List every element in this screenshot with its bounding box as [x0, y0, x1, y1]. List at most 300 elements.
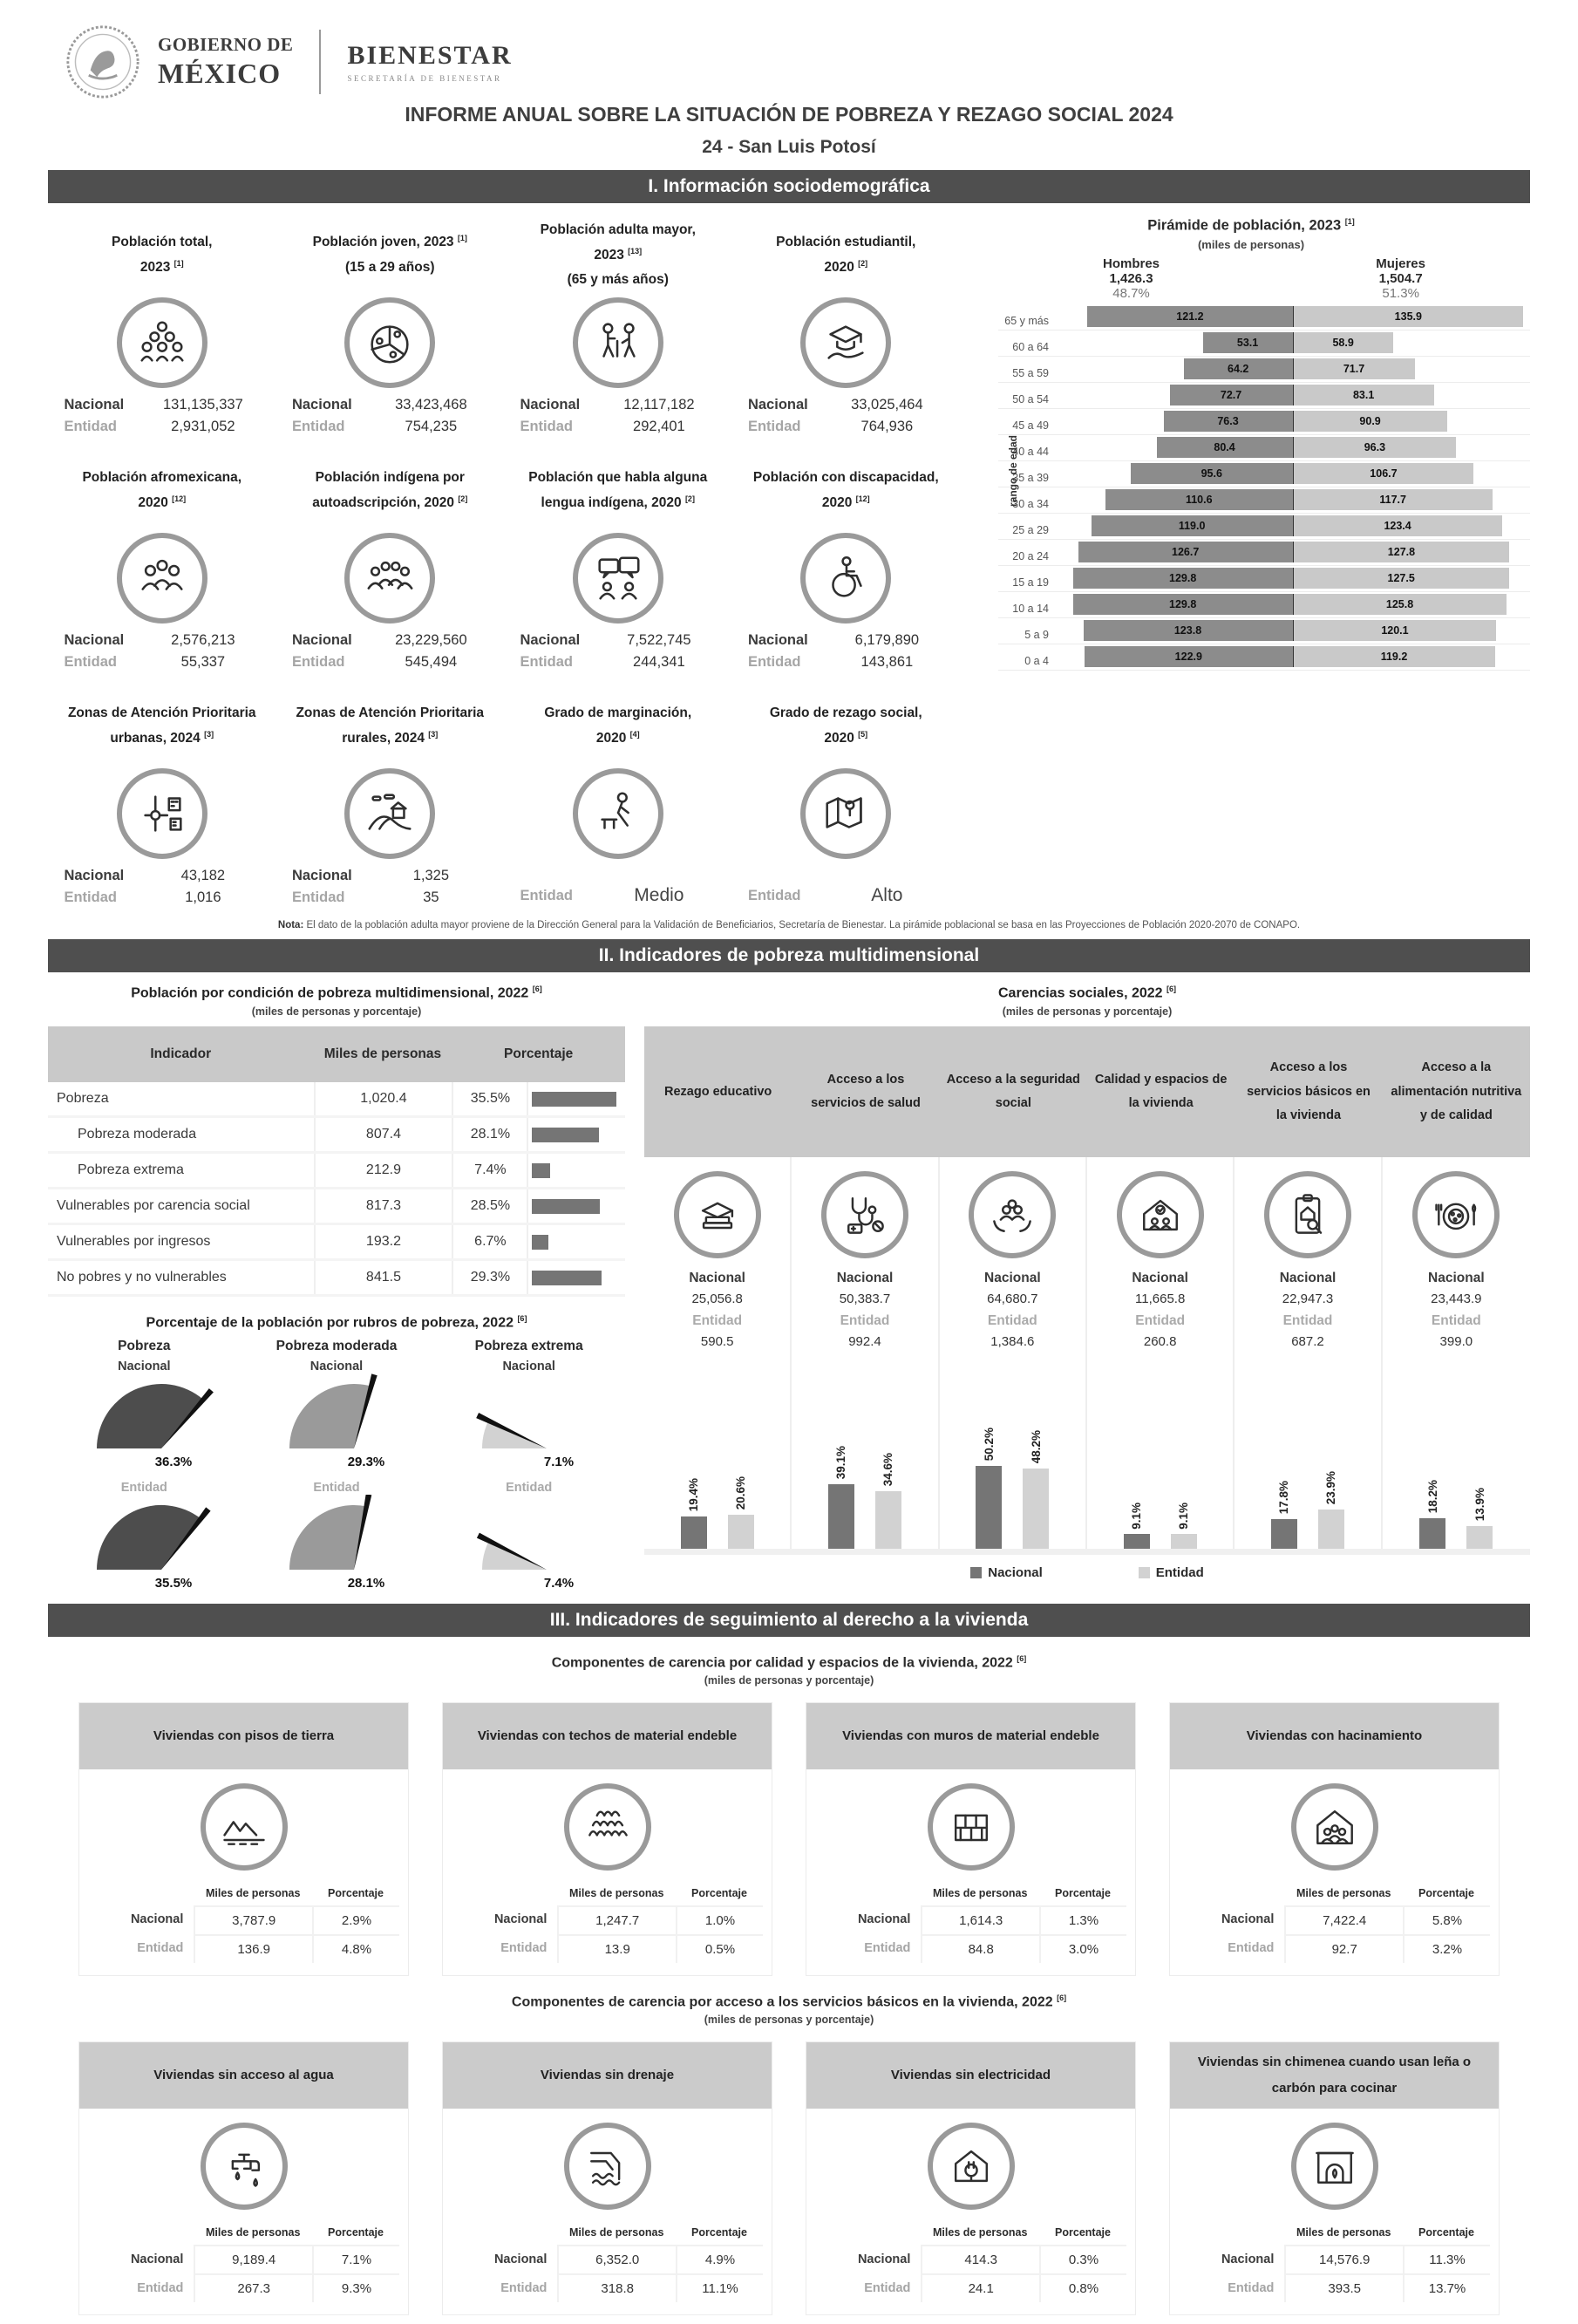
stat-item	[732, 453, 961, 671]
tap-icon	[201, 2123, 288, 2210]
housing-card-title: Viviendas sin drenaje	[443, 2042, 772, 2109]
nacional-miles: 6,352.0	[557, 2245, 676, 2273]
bar-value-label: 13.9%	[1473, 1488, 1486, 1522]
bar-value-label: 50.2%	[982, 1428, 996, 1462]
legend-label: Nacional	[988, 1565, 1043, 1581]
nacional-miles: 14,576.9	[1284, 2245, 1403, 2273]
gauge-title: Pobreza	[118, 1338, 171, 1353]
housing-card-table	[1179, 1881, 1490, 1963]
carencia-nacional-label: Nacional	[1279, 1271, 1337, 1286]
group4-icon	[344, 533, 435, 624]
men-bar: 119.0	[1092, 515, 1293, 536]
stat-values	[292, 632, 488, 671]
nacional-pct: 4.9%	[676, 2245, 763, 2273]
stat-row-label: Entidad	[520, 887, 573, 903]
pyramid-row	[998, 592, 1530, 618]
stat-item	[276, 217, 505, 435]
col-header-pct: Porcentaje	[1055, 2226, 1111, 2239]
stat-row-label: Nacional	[747, 632, 808, 648]
stat-row-value: Alto	[871, 885, 903, 905]
group3-icon	[117, 533, 207, 624]
nacional-miles: 1,247.7	[557, 1905, 676, 1934]
housing-cards	[78, 1702, 1500, 1976]
bar-value-label: 17.8%	[1277, 1481, 1291, 1515]
row-nacional-label: Nacional	[130, 1912, 184, 1927]
pyramid-men-header	[1103, 256, 1160, 301]
men-label: Hombres	[1103, 256, 1160, 271]
svg-text:28.1%: 28.1%	[347, 1575, 385, 1591]
entidad-pct: 0.5%	[676, 1934, 763, 1963]
carencia-bars	[1383, 1353, 1530, 1549]
row-nacional-label: Nacional	[493, 2252, 548, 2266]
entidad-miles: 318.8	[557, 2273, 676, 2302]
stat-item	[504, 217, 732, 435]
row-percent: 35.5%	[452, 1082, 527, 1115]
stat-row-label: Entidad	[747, 419, 801, 434]
carencia-header: Acceso a la alimentación nutritiva y de calidad	[1391, 1060, 1522, 1123]
housing-card-table	[88, 2220, 399, 2302]
stat-row-value: 33,025,464	[851, 397, 923, 412]
nacional-pct: 2.9%	[312, 1905, 399, 1934]
wheelchair-icon	[800, 533, 891, 624]
carencia-entidad-value: 992.4	[848, 1334, 881, 1350]
carencia-nacional-label: Nacional	[984, 1271, 1041, 1286]
women-bar: 117.7	[1294, 489, 1493, 510]
stat-row-value: 754,235	[405, 419, 458, 434]
stat-title: Grado de rezago social, 2020 [5]	[769, 705, 922, 746]
gauge-title: Pobreza moderada	[275, 1338, 398, 1353]
col-header-pct: Porcentaje	[1055, 1886, 1111, 1899]
housing-card-table	[88, 1881, 399, 1963]
housing-card	[1169, 2041, 1500, 2315]
col-porcentaje: Porcentaje	[504, 1046, 574, 1062]
legend-item	[1139, 1565, 1204, 1580]
row-thousands: 807.4	[314, 1118, 452, 1151]
bienestar-logo-text	[347, 41, 512, 83]
poverty-table-row	[48, 1261, 625, 1297]
carencia-header: Rezago educativo	[664, 1084, 772, 1099]
row-percent: 28.1%	[452, 1118, 527, 1151]
men-bar: 80.4	[1157, 437, 1293, 458]
col-header-pct: Porcentaje	[1418, 2226, 1474, 2239]
gauge-chart	[57, 1373, 231, 1471]
nacional-pct: 1.0%	[676, 1905, 763, 1934]
stat-values	[748, 632, 944, 671]
entidad-bar	[1466, 1526, 1493, 1549]
entidad-miles: 92.7	[1284, 1934, 1403, 1963]
nacional-miles: 9,189.4	[194, 2245, 312, 2273]
entidad-bar	[875, 1491, 901, 1549]
hands-people-icon	[969, 1171, 1056, 1258]
women-total: 1,504.7	[1378, 270, 1423, 286]
carencia-entidad-value: 687.2	[1291, 1334, 1324, 1350]
nacional-pct: 5.8%	[1403, 1905, 1490, 1934]
housing-block-title: Componentes de carencia por acceso a los servicios básicos en la vivienda, 2022 [6]	[511, 1993, 1067, 2010]
row-indicator: Pobreza moderada	[78, 1127, 197, 1142]
section3-bar: III. Indicadores de seguimiento al derecho a la vivienda	[48, 1604, 1530, 1637]
row-percent-bar	[532, 1092, 616, 1107]
pyramid-row	[998, 514, 1530, 540]
row-nacional-label: Nacional	[1221, 1912, 1275, 1927]
row-entidad-label: Entidad	[137, 2280, 184, 2295]
legend-swatch	[970, 1567, 982, 1578]
housing-card-title: Viviendas sin chimenea cuando usan leña o carbón para cocinar	[1170, 2042, 1499, 2109]
pyramid-row	[998, 618, 1530, 644]
stat-title: Población con discapacidad, 2020 [12]	[752, 470, 939, 510]
note-label: Nota:	[277, 920, 304, 930]
housing-block	[0, 1654, 1578, 1976]
roof-icon	[564, 1783, 651, 1871]
age-group-label: 40 a 44	[1012, 445, 1049, 458]
housing-card	[1169, 1702, 1500, 1976]
entidad-miles: 393.5	[1284, 2273, 1403, 2302]
stat-values	[520, 632, 716, 671]
col-header-miles: Miles de personas	[569, 2226, 664, 2239]
entidad-bar	[728, 1515, 754, 1549]
header	[0, 0, 1578, 99]
housing-card-title: Viviendas con hacinamiento	[1170, 1703, 1499, 1769]
poverty-table-row	[48, 1118, 625, 1154]
note-text: El dato de la población adulta mayor proviene de la Dirección General para la Validación de Beneficiarios, Secretaría de Bienestar. La pirámide poblacional se basa en las Proyecciones de Población 2020-2070 de CONAPO.	[306, 920, 1301, 930]
carencia-entidad-label: Entidad	[1135, 1313, 1186, 1329]
gauges-title: Porcentaje de la población por rubros de pobreza, 2022 [6]	[146, 1314, 527, 1331]
stat-item	[276, 453, 505, 671]
crowd-icon	[117, 297, 207, 388]
carencia-nacional-label: Nacional	[1132, 1271, 1188, 1286]
stat-item	[504, 688, 732, 906]
women-bar: 127.8	[1294, 542, 1510, 562]
stat-values	[520, 397, 716, 435]
carencia-bars	[1235, 1353, 1382, 1549]
row-entidad-label: Entidad	[1228, 1941, 1275, 1956]
women-bar: 83.1	[1294, 385, 1434, 406]
housing-block	[0, 1993, 1578, 2315]
men-bar: 64.2	[1184, 358, 1293, 379]
housing-card-title: Viviendas con pisos de tierra	[79, 1703, 408, 1769]
stat-row-label: Nacional	[64, 397, 125, 412]
gauge-chart	[249, 1373, 424, 1471]
pyramid-units: (miles de personas)	[1197, 237, 1305, 251]
age-group-label: 50 a 54	[1012, 392, 1049, 406]
carencia-nacional-value: 25,056.8	[691, 1291, 743, 1307]
row-nacional-label: Nacional	[857, 2252, 911, 2266]
stat-row-label: Nacional	[64, 632, 125, 648]
stat-row-value: 545,494	[405, 654, 458, 670]
carencia-entidad-value: 260.8	[1143, 1334, 1177, 1350]
poverty-table-row	[48, 1225, 625, 1261]
plate-icon	[1412, 1171, 1500, 1258]
stat-values	[520, 885, 716, 906]
svg-text:29.3%: 29.3%	[347, 1454, 385, 1469]
stat-item	[504, 453, 732, 671]
stat-row-value: Medio	[634, 885, 684, 905]
row-indicator: Pobreza extrema	[78, 1162, 184, 1178]
bar-value-label: 18.2%	[1425, 1480, 1439, 1514]
pyramid-row	[998, 644, 1530, 671]
gauge-title: Pobreza extrema	[474, 1338, 583, 1353]
stat-row-value: 33,423,468	[395, 397, 467, 412]
gobierno-logo-text	[158, 34, 293, 90]
housing-blocks	[0, 1654, 1578, 2316]
housing-card-table	[452, 2220, 763, 2302]
pyramid-row	[998, 461, 1530, 487]
housing-card-title: Viviendas sin acceso al agua	[79, 2042, 408, 2109]
men-bar: 95.6	[1131, 463, 1292, 484]
house-people-icon	[1117, 1171, 1204, 1258]
stat-row-label: Nacional	[747, 397, 808, 412]
women-label: Mujeres	[1376, 256, 1425, 271]
age-group-label: 60 a 64	[1012, 340, 1049, 353]
section2-content	[0, 972, 1578, 1604]
row-percent: 7.4%	[452, 1154, 527, 1187]
entity-title: 24 - San Luis Potosí	[702, 137, 876, 157]
social-deprivations-block	[644, 985, 1530, 1597]
women-bar: 127.5	[1294, 568, 1509, 589]
pyramid-title: Pirámide de población, 2023 [1]	[1147, 217, 1355, 234]
stat-title: Población indígena por autoadscripción, 2020 [2]	[312, 470, 468, 510]
housing-card-table	[815, 2220, 1126, 2302]
carencia-cell	[644, 1157, 792, 1353]
poverty-condition-block	[48, 985, 625, 1597]
carencia-cell	[792, 1157, 939, 1353]
women-bar: 106.7	[1294, 463, 1474, 484]
row-entidad-label: Entidad	[864, 2280, 911, 2295]
fireplace-icon	[1291, 2123, 1378, 2210]
bar-value-label: 34.6%	[881, 1453, 895, 1487]
stat-title: Grado de marginación, 2020 [4]	[544, 705, 692, 746]
women-percent: 51.3%	[1382, 285, 1419, 301]
clipboard-house-icon	[1264, 1171, 1351, 1258]
gauge-column	[241, 1339, 433, 1597]
nacional-pct: 1.3%	[1039, 1905, 1126, 1934]
gauge-chart	[249, 1495, 424, 1592]
poverty-table-row	[48, 1082, 625, 1118]
carencia-nacional-value: 22,947.3	[1282, 1291, 1334, 1307]
women-bar: 58.9	[1294, 332, 1393, 353]
women-bar: 135.9	[1294, 306, 1524, 327]
edu-icon	[674, 1171, 761, 1258]
age-group-label: 5 a 9	[1024, 628, 1049, 641]
carencia-entidad-label: Entidad	[840, 1313, 890, 1329]
svg-text:36.3%: 36.3%	[155, 1454, 193, 1469]
section2-bar: II. Indicadores de pobreza multidimensional	[48, 939, 1530, 972]
bar-value-label: 9.1%	[1177, 1502, 1191, 1530]
col-header-pct: Porcentaje	[691, 1886, 747, 1899]
document-title: INFORME ANUAL SOBRE LA SITUACIÓN DE POBREZA Y REZAGO SOCIAL 2024	[405, 103, 1173, 126]
row-entidad-label: Entidad	[500, 2280, 548, 2295]
speech-icon	[573, 533, 663, 624]
pyramid-ylabel: rango de edad	[1007, 435, 1020, 508]
age-group-label: 55 a 59	[1012, 366, 1049, 379]
header-divider	[319, 30, 321, 94]
svg-text:7.1%: 7.1%	[543, 1454, 574, 1469]
women-bar: 125.8	[1294, 594, 1507, 615]
men-bar: 129.8	[1073, 594, 1293, 615]
row-thousands: 193.2	[314, 1225, 452, 1258]
housing-card	[78, 1702, 409, 1976]
housing-block-units: (miles de personas y porcentaje)	[704, 1673, 874, 1687]
nacional-pct: 11.3%	[1403, 2245, 1490, 2273]
stat-values	[64, 868, 260, 906]
carencia-cell	[1087, 1157, 1235, 1353]
gauges-grid	[48, 1339, 625, 1597]
col-header-miles: Miles de personas	[206, 1886, 301, 1899]
nacional-miles: 414.3	[921, 2245, 1039, 2273]
bar-value-label: 48.2%	[1029, 1430, 1043, 1464]
gauge-nacional-label: Nacional	[309, 1359, 364, 1373]
men-bar: 123.8	[1084, 620, 1293, 641]
stat-item	[48, 688, 276, 906]
nacional-miles: 1,614.3	[921, 1905, 1039, 1934]
entidad-miles: 13.9	[557, 1934, 676, 1963]
row-thousands: 212.9	[314, 1154, 452, 1187]
poverty-table-body	[48, 1082, 625, 1297]
row-percent-bar	[532, 1199, 600, 1214]
nacional-bar	[1419, 1518, 1445, 1549]
salud-icon	[821, 1171, 908, 1258]
nacional-bar	[1271, 1519, 1297, 1549]
women-bar: 71.7	[1294, 358, 1415, 379]
nacional-miles: 7,422.4	[1284, 1905, 1403, 1934]
stat-row-value: 7,522,745	[627, 632, 691, 648]
col-header-miles: Miles de personas	[933, 1886, 1028, 1899]
entidad-pct: 3.2%	[1403, 1934, 1490, 1963]
stat-row-label: Entidad	[291, 889, 345, 905]
entidad-miles: 24.1	[921, 2273, 1039, 2302]
legend-item	[970, 1565, 1043, 1580]
bar-value-label: 39.1%	[834, 1446, 848, 1480]
men-bar: 110.6	[1105, 489, 1292, 510]
terrain-icon	[201, 1783, 288, 1871]
carencia-cell	[940, 1157, 1087, 1353]
stat-title: Población adulta mayor, 2023 [13] (65 y más años)	[540, 221, 696, 288]
col-header-miles: Miles de personas	[1296, 2226, 1391, 2239]
entidad-pct: 3.0%	[1039, 1934, 1126, 1963]
carencia-entidad-value: 590.5	[700, 1334, 734, 1350]
housing-card	[806, 1702, 1136, 1976]
grad-hand-icon	[800, 297, 891, 388]
sociodemographic-stats	[48, 217, 960, 906]
stat-row-label: Entidad	[64, 889, 117, 905]
poverty-table-units: (miles de personas y porcentaje)	[251, 1005, 422, 1019]
carencia-nacional-label: Nacional	[689, 1271, 745, 1286]
stat-item	[276, 688, 505, 906]
row-percent: 29.3%	[452, 1261, 527, 1294]
entidad-pct: 0.8%	[1039, 2273, 1126, 2302]
row-percent-bar	[532, 1163, 549, 1178]
stat-title: Población afromexicana, 2020 [12]	[82, 470, 242, 510]
section1-bar: I. Información sociodemográfica	[48, 170, 1530, 203]
row-thousands: 1,020.4	[314, 1082, 452, 1115]
age-group-label: 20 a 24	[1012, 549, 1049, 562]
entidad-bar	[1318, 1510, 1344, 1549]
entidad-miles: 84.8	[921, 1934, 1039, 1963]
gauge-chart	[442, 1495, 616, 1592]
stat-row-value: 1,016	[185, 889, 221, 905]
stat-row-value: 143,861	[860, 654, 914, 670]
housing-block-title: Componentes de carencia por calidad y espacios de la vivienda, 2022 [6]	[551, 1653, 1027, 1670]
carencia-nacional-label: Nacional	[1428, 1271, 1485, 1286]
stat-row-label: Entidad	[291, 654, 345, 670]
carencia-nacional-value: 50,383.7	[839, 1291, 891, 1307]
stat-row-value: 23,229,560	[395, 632, 467, 648]
gauge-chart	[442, 1373, 616, 1471]
stat-row-label: Entidad	[64, 654, 117, 670]
nacional-bar	[1124, 1534, 1150, 1549]
pyramid-row	[998, 487, 1530, 514]
bar-value-label: 20.6%	[734, 1476, 748, 1510]
stat-row-label: Nacional	[291, 632, 352, 648]
housing-card	[442, 2041, 772, 2315]
carencia-bars	[792, 1353, 939, 1549]
carencias-bar-chart	[644, 1353, 1530, 1555]
pyramid-row	[998, 566, 1530, 592]
men-bar: 121.2	[1087, 306, 1292, 327]
pyramid-chart	[998, 304, 1530, 671]
women-bar: 120.1	[1294, 620, 1497, 641]
carencias-headers	[644, 1026, 1530, 1157]
stat-row-value: 2,931,052	[171, 419, 235, 434]
stat-row-value: 764,936	[860, 419, 914, 434]
drain-icon	[564, 2123, 651, 2210]
row-thousands: 841.5	[314, 1261, 452, 1294]
nacional-pct: 0.3%	[1039, 2245, 1126, 2273]
stat-row-label: Entidad	[520, 419, 573, 434]
row-percent-bar	[532, 1128, 598, 1142]
housing-card-title: Viviendas con muros de material endeble	[806, 1703, 1135, 1769]
carencia-nacional-label: Nacional	[836, 1271, 894, 1286]
age-group-label: 0 a 4	[1024, 654, 1049, 667]
carencia-cell	[1383, 1157, 1530, 1353]
stat-row-label: Entidad	[291, 419, 345, 434]
col-indicador: Indicador	[150, 1046, 212, 1062]
age-group-label: 65 y más	[1004, 314, 1049, 327]
row-nacional-label: Nacional	[1221, 2252, 1275, 2266]
stat-title: Población total, 2023 [1]	[112, 235, 213, 275]
stat-values	[64, 632, 260, 671]
housing-block-units: (miles de personas y porcentaje)	[704, 2014, 874, 2027]
carencia-entidad-label: Entidad	[692, 1313, 743, 1329]
row-nacional-label: Nacional	[130, 2252, 184, 2266]
rural-icon	[344, 768, 435, 859]
stat-row-label: Entidad	[747, 654, 801, 670]
pyramid-row	[998, 331, 1530, 357]
stats-grid	[48, 217, 960, 906]
stat-row-label: Nacional	[520, 397, 581, 412]
men-bar: 72.7	[1170, 385, 1293, 406]
row-nacional-label: Nacional	[857, 1912, 911, 1927]
gauge-column	[48, 1339, 241, 1597]
wall-icon	[928, 1783, 1015, 1871]
gauge-nacional-label: Nacional	[502, 1359, 555, 1373]
carencia-entidad-value: 1,384.6	[990, 1334, 1035, 1350]
stat-row-label: Nacional	[64, 868, 125, 883]
nacional-miles: 3,787.9	[194, 1905, 312, 1934]
urban-icon	[117, 768, 207, 859]
carencia-bars	[1087, 1353, 1235, 1549]
house-crowd-icon	[1291, 1783, 1378, 1871]
stat-row-value: 35	[423, 889, 439, 905]
row-indicator: Pobreza	[57, 1091, 109, 1107]
stat-row-label: Entidad	[520, 654, 573, 670]
row-indicator: Vulnerables por ingresos	[57, 1234, 211, 1250]
col-header-miles: Miles de personas	[933, 2226, 1028, 2239]
stat-row-value: 244,341	[633, 654, 685, 670]
stat-values	[748, 397, 944, 435]
gobierno-line1: GOBIERNO DE	[158, 34, 294, 55]
pyramid-row	[998, 357, 1530, 383]
age-group-label: 10 a 14	[1012, 602, 1049, 615]
